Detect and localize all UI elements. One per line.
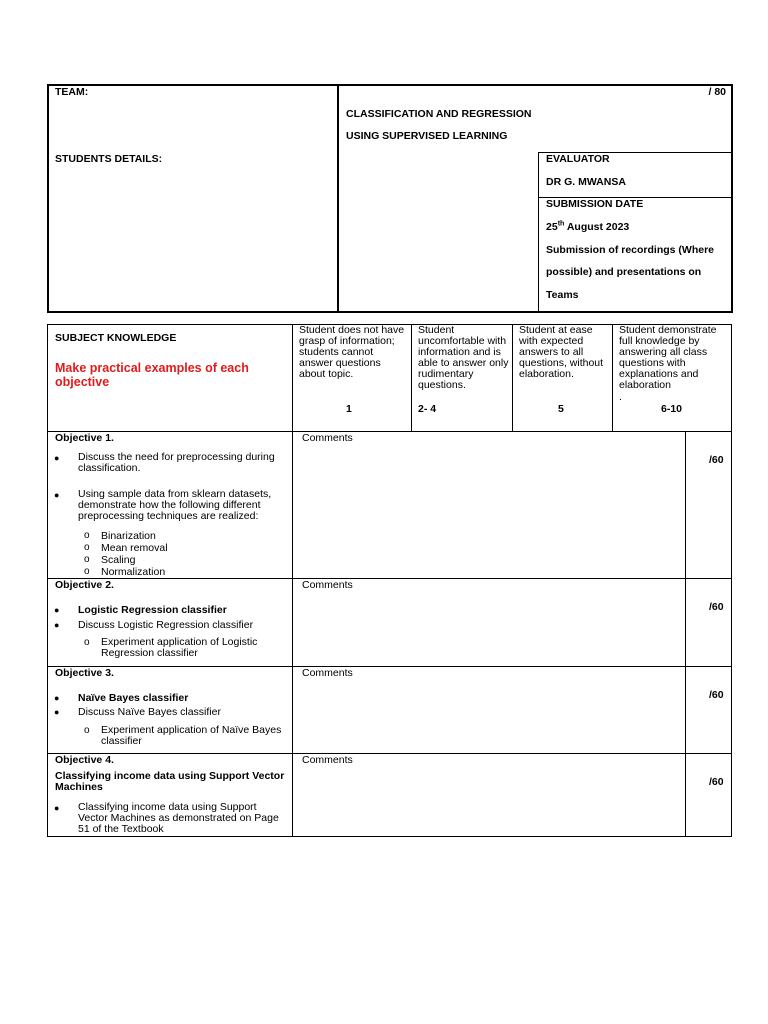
circle-bullet-icon: o (84, 542, 90, 553)
submission-note-line2: possible) and presentations on (546, 266, 702, 278)
objective-3-bullet: Discuss Naïve Bayes classifier (78, 706, 221, 718)
bullet-icon: ● (54, 693, 60, 703)
objective-1-sub-normalization: Normalization (101, 566, 166, 578)
objective-3-sub: Experiment application of Naïve Bayes classifier (101, 724, 282, 747)
circle-bullet-icon: o (84, 637, 90, 648)
level-4-score: 6-10 (661, 403, 683, 415)
submission-note-line3: Teams (546, 289, 579, 301)
objective-4-comments: Comments (302, 754, 353, 766)
objective-1-bullet-1: Discuss the need for preprocessing during classification. (78, 451, 275, 474)
bullet-icon: ● (54, 707, 60, 717)
objective-3-title: Objective 3. (55, 667, 114, 679)
submission-date: 25th August 2023 (546, 220, 630, 233)
practical-examples-note: Make practical examples of each objective (55, 361, 249, 389)
objective-2-bullet: Discuss Logistic Regression classifier (78, 619, 254, 631)
circle-bullet-icon: o (84, 554, 90, 565)
bullet-icon: ● (54, 605, 60, 615)
objective-2-sub: Experiment application of Logistic Regression classifier (101, 636, 258, 659)
objective-3-comments: Comments (302, 667, 353, 679)
level-1-score: 1 (346, 403, 352, 415)
objective-1-title: Objective 1. (55, 432, 114, 444)
evaluator-label: EVALUATOR (546, 153, 610, 165)
team-label: TEAM: (55, 86, 89, 98)
objective-4-heading: Classifying income data using Support Vector Machines (55, 770, 285, 793)
objective-4-bullet: Classifying income data using Support Vector Machines as demonstrated on Page 51 of the Textbook (78, 801, 279, 835)
submission-note-line1: Submission of recordings (Where (546, 244, 715, 256)
objective-2-title: Objective 2. (55, 579, 114, 591)
circle-bullet-icon: o (84, 725, 90, 736)
level-3-description: Student at ease with expected answers to all questions, without elaboration. (519, 324, 604, 380)
objective-4-score: /60 (709, 776, 724, 788)
level-4-description-period: . (619, 391, 622, 403)
students-details-label: STUDENTS DETAILS: (55, 153, 163, 165)
objective-4-title: Objective 4. (55, 754, 114, 766)
objective-3-score: /60 (709, 689, 724, 701)
bullet-icon: ● (54, 803, 60, 813)
circle-bullet-icon: o (84, 566, 90, 577)
objective-1-sub-scaling: Scaling (101, 554, 136, 566)
objective-1-sub-mean-removal: Mean removal (101, 542, 168, 554)
level-2-description: Student uncomfortable with information and is able to answer only rudimentary questions. (418, 324, 509, 391)
bullet-icon: ● (54, 620, 60, 630)
subject-knowledge-label: SUBJECT KNOWLEDGE (55, 332, 177, 344)
objective-1-score: /60 (709, 454, 724, 466)
objective-1-comments: Comments (302, 432, 353, 444)
evaluator-name: DR G. MWANSA (546, 176, 626, 188)
total-score: / 80 (708, 86, 726, 98)
objective-3-bullet-bold: Naïve Bayes classifier (78, 692, 189, 704)
objective-1-sub-binarization: Binarization (101, 530, 156, 542)
bullet-icon: ● (54, 453, 60, 463)
assignment-title-line1: CLASSIFICATION AND REGRESSION (346, 108, 532, 120)
submission-date-label: SUBMISSION DATE (546, 198, 644, 210)
level-2-score: 2- 4 (418, 403, 437, 415)
objective-2-score: /60 (709, 601, 724, 613)
objective-2-bullet-bold: Logistic Regression classifier (78, 604, 227, 616)
level-3-score: 5 (558, 403, 564, 415)
level-1-description: Student does not have grasp of information; students cannot answer questions about topic. (299, 324, 405, 380)
objective-2-comments: Comments (302, 579, 353, 591)
level-4-description: Student demonstrate full knowledge by answering all class questions with explanations and elaboration (619, 324, 717, 391)
assignment-title-line2: USING SUPERVISED LEARNING (346, 130, 508, 142)
bullet-icon: ● (54, 490, 60, 500)
objective-1-bullet-2: Using sample data from sklearn datasets, demonstrate how the following different preprocessing techniques are realized: (78, 488, 272, 522)
circle-bullet-icon: o (84, 530, 90, 541)
